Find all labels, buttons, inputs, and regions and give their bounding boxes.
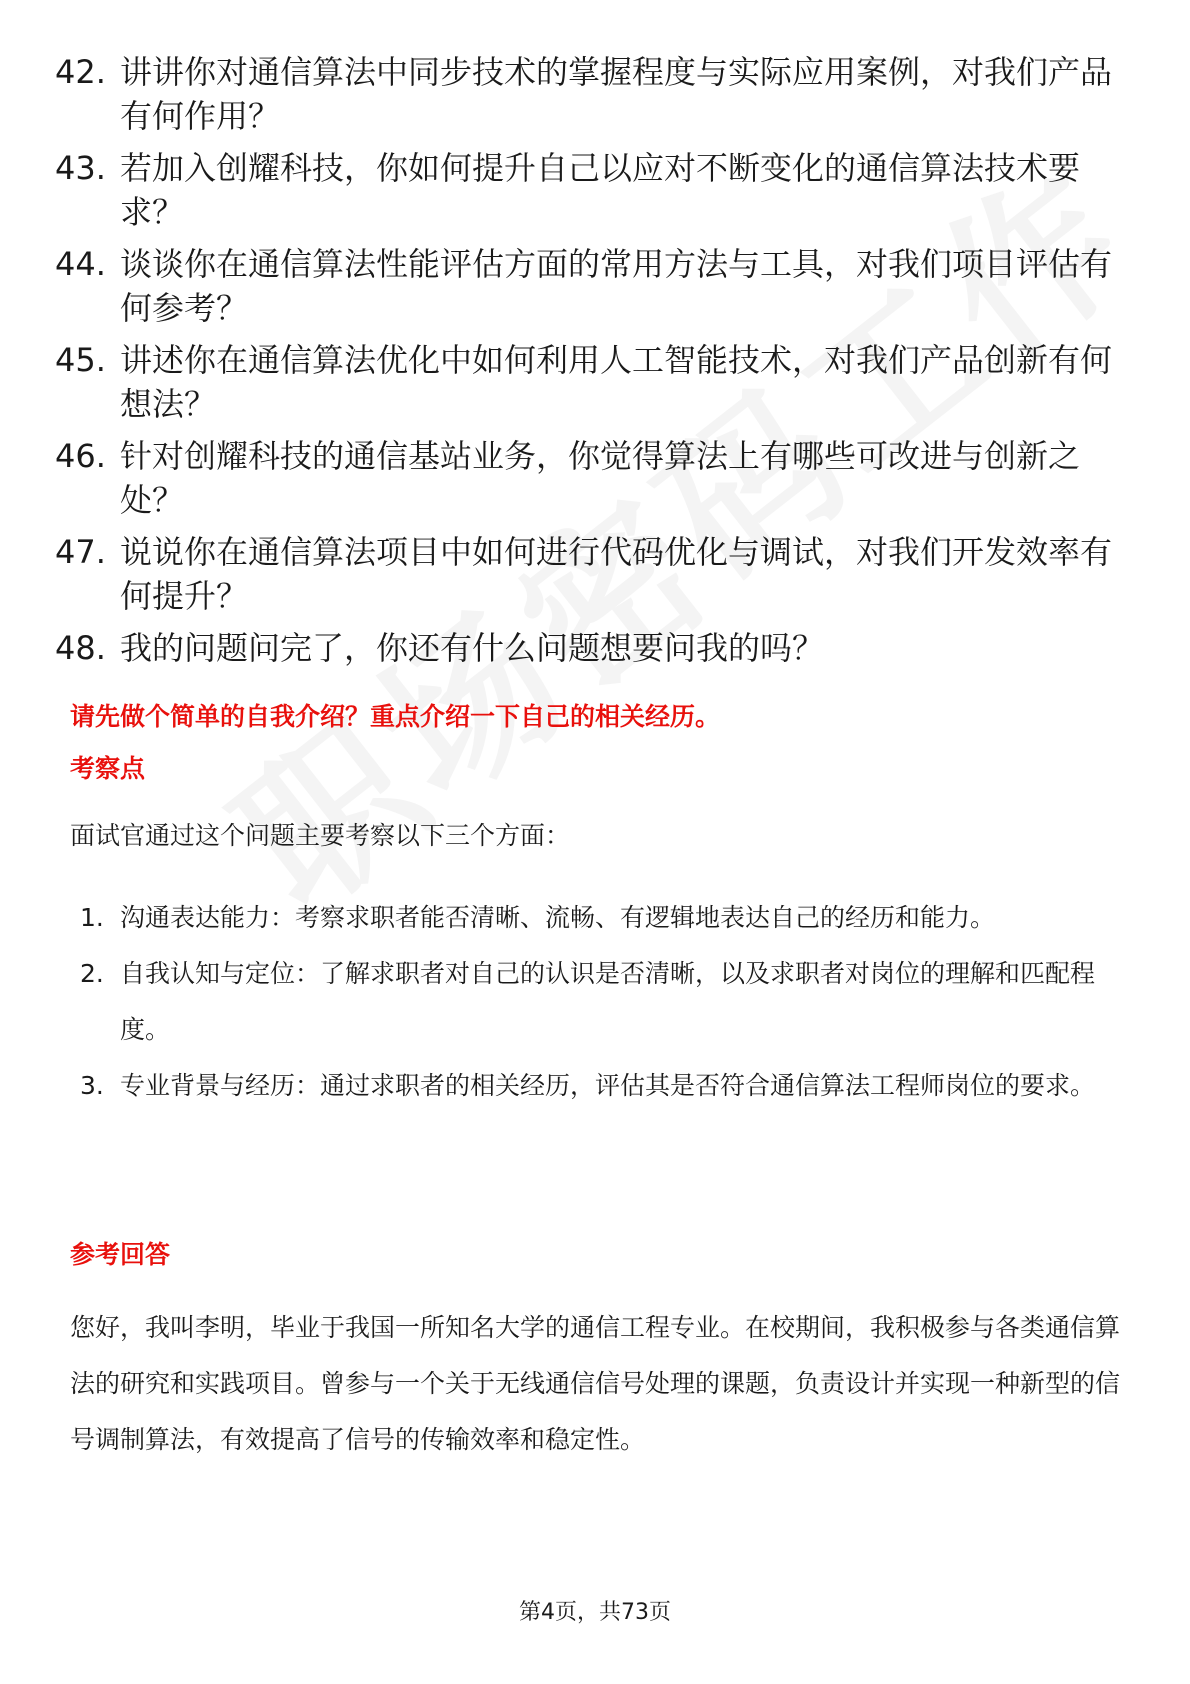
list-item-text: 沟通表达能力：考察求职者能否清晰、流畅、有逻辑地表达自己的经历和能力。 — [120, 903, 996, 932]
focus-intro: 面试官通过这个问题主要考察以下三个方面： — [70, 821, 571, 850]
page-footer: 第4页，共73页 — [519, 1600, 671, 1625]
list-item-text: 讲述你在通信算法优化中如何利用人工智能技术，对我们产品创新有何想法？ — [120, 341, 1113, 423]
list-item — [55, 626, 1135, 670]
list-item — [55, 242, 1135, 330]
list-item — [55, 434, 1135, 522]
list-item-number: 44. — [55, 245, 106, 283]
answer-text: 您好，我叫李明，毕业于我国一所知名大学的通信工程专业。在校期间，我积极参与各类通信算法的研究和实践项目。曾参与一个关于无线通信信号处理的课题，负责设计并实现一种新型的信号调制算法，有效提高了信号的传输效率和稳定性。 — [70, 1313, 1121, 1454]
answer-heading: 参考回答 — [70, 1240, 171, 1269]
list-item-text: 我的问题问完了，你还有什么问题想要问我的吗？ — [120, 629, 825, 667]
list-item-text: 针对创耀科技的通信基站业务，你觉得算法上有哪些可改进与创新之处？ — [120, 437, 1081, 519]
list-item — [55, 146, 1135, 234]
list-item — [55, 530, 1135, 618]
list-item-text: 专业背景与经历：通过求职者的相关经历，评估其是否符合通信算法工程师岗位的要求。 — [120, 1071, 1096, 1100]
list-item-number: 42. — [55, 53, 106, 91]
list-item-number: 2. — [80, 959, 104, 988]
focus-point-list — [80, 890, 1130, 1114]
list-item-number: 3. — [80, 1071, 104, 1100]
list-item-number: 46. — [55, 437, 106, 475]
list-item-number: 43. — [55, 149, 106, 187]
list-item-text: 说说你在通信算法项目中如何进行代码优化与调试，对我们开发效率有何提升？ — [120, 533, 1113, 615]
list-item — [55, 50, 1135, 138]
focus-heading: 考察点 — [70, 754, 146, 783]
question-list — [55, 50, 1135, 678]
list-item-number: 45. — [55, 341, 106, 379]
list-item — [80, 1058, 1130, 1114]
list-item — [80, 890, 1130, 946]
question-title: 请先做个简单的自我介绍？重点介绍一下自己的相关经历。 — [70, 702, 721, 731]
list-item — [55, 338, 1135, 426]
list-item-number: 47. — [55, 533, 106, 571]
list-item-text: 讲讲你对通信算法中同步技术的掌握程度与实际应用案例，对我们产品有何作用？ — [120, 53, 1113, 135]
list-item-text: 谈谈你在通信算法性能评估方面的常用方法与工具，对我们项目评估有何参考？ — [120, 245, 1113, 327]
list-item-number: 1. — [80, 903, 104, 932]
list-item-number: 48. — [55, 629, 106, 667]
list-item-text: 自我认知与定位：了解求职者对自己的认识是否清晰，以及求职者对岗位的理解和匹配程度。 — [120, 959, 1096, 1044]
list-item-text: 若加入创耀科技，你如何提升自己以应对不断变化的通信算法技术要求？ — [120, 149, 1081, 231]
list-item — [80, 946, 1130, 1058]
